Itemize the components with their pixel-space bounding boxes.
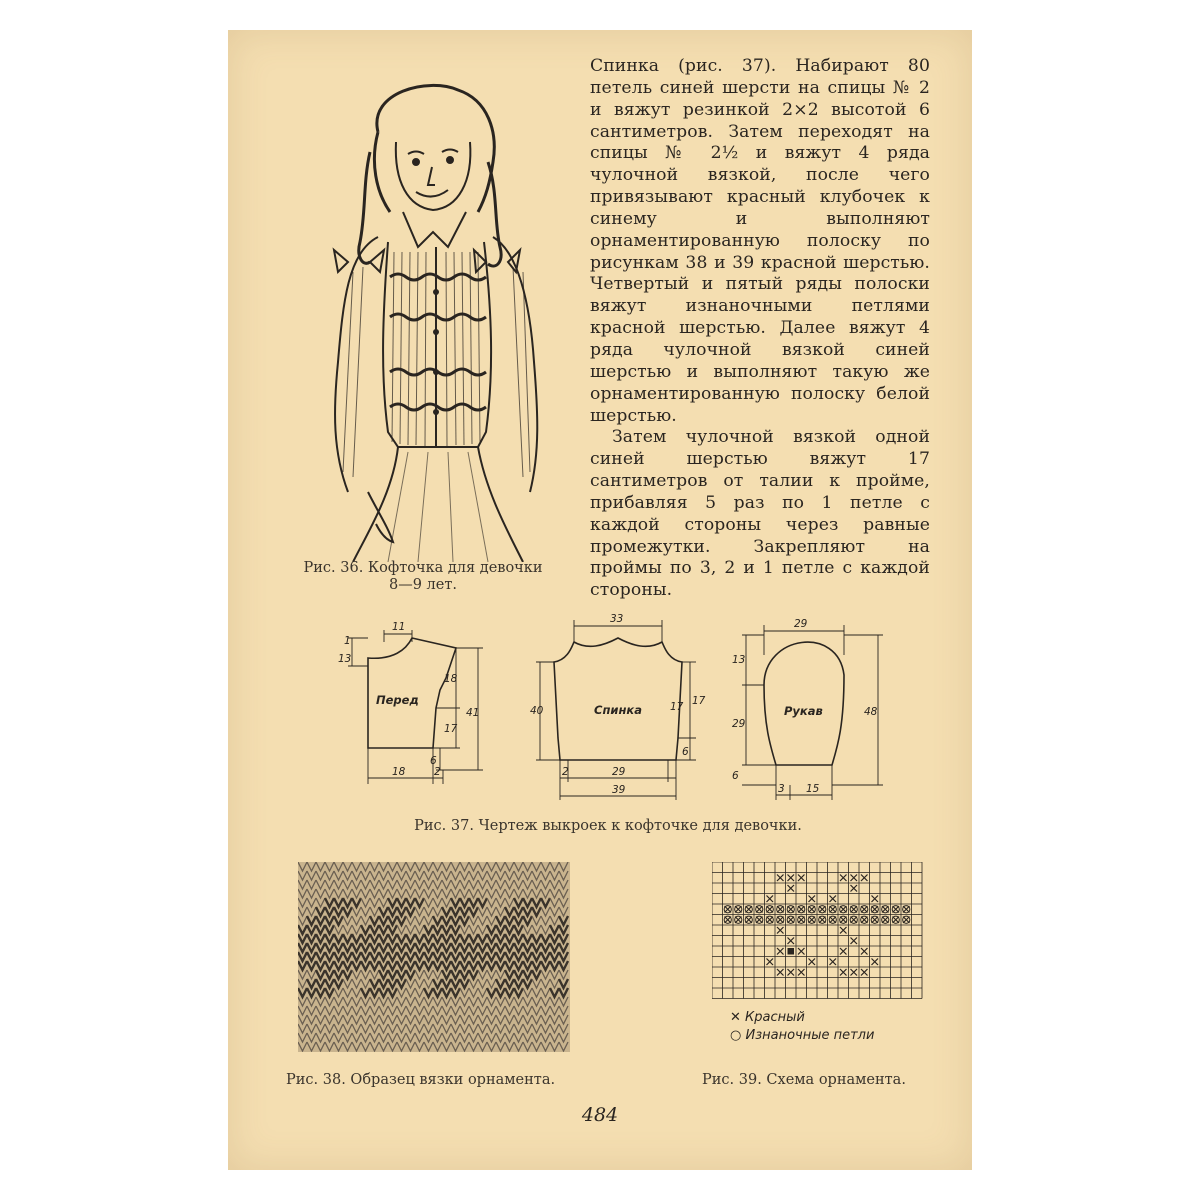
front-dim-17: 17 <box>444 723 458 735</box>
fig39-caption: Рис. 39. Схема орнамента. <box>702 1072 906 1088</box>
front-dim-41: 41 <box>466 707 480 719</box>
front-label: Перед <box>376 693 419 707</box>
front-dim-6: 6 <box>430 755 437 767</box>
legend-purl-label: Изнаночные петли <box>745 1028 875 1043</box>
back-label: Спинка <box>594 703 642 717</box>
legend-purl <box>730 1028 874 1043</box>
girl-illustration <box>308 72 558 562</box>
back-dim-40: 40 <box>530 705 544 717</box>
front-dim-11: 11 <box>392 621 406 633</box>
cross-icon: ✕ <box>730 1010 741 1025</box>
legend <box>730 1010 874 1043</box>
front-dim-13: 13 <box>338 653 352 665</box>
pattern-back <box>528 610 708 810</box>
fig37-caption: Рис. 37. Чертеж выкроек к кофточке для девочки. <box>414 818 802 834</box>
sleeve-dim-29: 29 <box>794 618 808 630</box>
sleeve-dim-6: 6 <box>732 770 739 782</box>
paragraph-1: Спинка (рис. 37). Набирают 80 петель синей шерсти на спицы № 2 и вяжут резинкой 2×2 высотой 6 сантиметров. Затем переходят на спицы № 2½ и вяжут 4 ряда чулочной вязкой, после чего привязывают красный клубочек к синему и выполняют орнаментированную полоску по рисункам 38 и 39 красной шерстью. Четвертый и пятый ряды полоски вяжут изнаночными петлями красной шерстью. Далее вяжут 4 ряда чулочной вязкой синей шерстью и выполняют такую же орнаментированную полоску белой шерстью. <box>590 56 930 426</box>
fig36-caption-line2: 8—9 лет. <box>389 577 457 593</box>
sleeve-dim-3: 3 <box>778 783 785 795</box>
pattern-front <box>328 620 498 800</box>
front-dim-18: 18 <box>444 673 458 685</box>
sleeve-dim-29b: 29 <box>732 718 746 730</box>
pattern-sleeve <box>728 615 888 805</box>
knit-sample <box>298 862 570 1052</box>
circle-icon: ○ <box>730 1028 742 1043</box>
fig36-caption-line1: Рис. 36. Кофточка для девочки <box>303 560 543 576</box>
legend-red-label: Красный <box>745 1010 805 1025</box>
body-text <box>590 56 930 602</box>
fig38-caption: Рис. 38. Образец вязки орнамента. <box>286 1072 556 1088</box>
back-dim-2: 2 <box>562 766 569 778</box>
back-dim-17a: 17 <box>692 695 706 707</box>
ornament-chart <box>712 862 924 1004</box>
back-dim-39: 39 <box>612 784 626 796</box>
page-number: 484 <box>581 1104 619 1126</box>
back-dim-17b: 17 <box>670 701 684 713</box>
legend-red <box>730 1010 874 1025</box>
back-dim-33: 33 <box>610 613 624 625</box>
book-page <box>228 30 972 1170</box>
back-dim-29: 29 <box>612 766 626 778</box>
sleeve-dim-13: 13 <box>732 654 746 666</box>
front-dim-2: 2 <box>434 766 441 778</box>
back-dim-6: 6 <box>682 746 689 758</box>
sleeve-dim-48: 48 <box>864 706 878 718</box>
front-dim-18b: 18 <box>392 766 406 778</box>
sleeve-dim-15: 15 <box>806 783 820 795</box>
sleeve-label: Рукав <box>784 704 823 718</box>
paragraph-2: Затем чулочной вязкой одной синей шерстью вяжут 17 сантиметров от талии к пройме, прибавляя 5 раз по 1 петле с каждой стороны через равные промежутки. Закрепляют на проймы по 3, 2 и 1 петле с каждой стороны. <box>590 427 930 601</box>
front-dim-1: 1 <box>344 635 351 647</box>
